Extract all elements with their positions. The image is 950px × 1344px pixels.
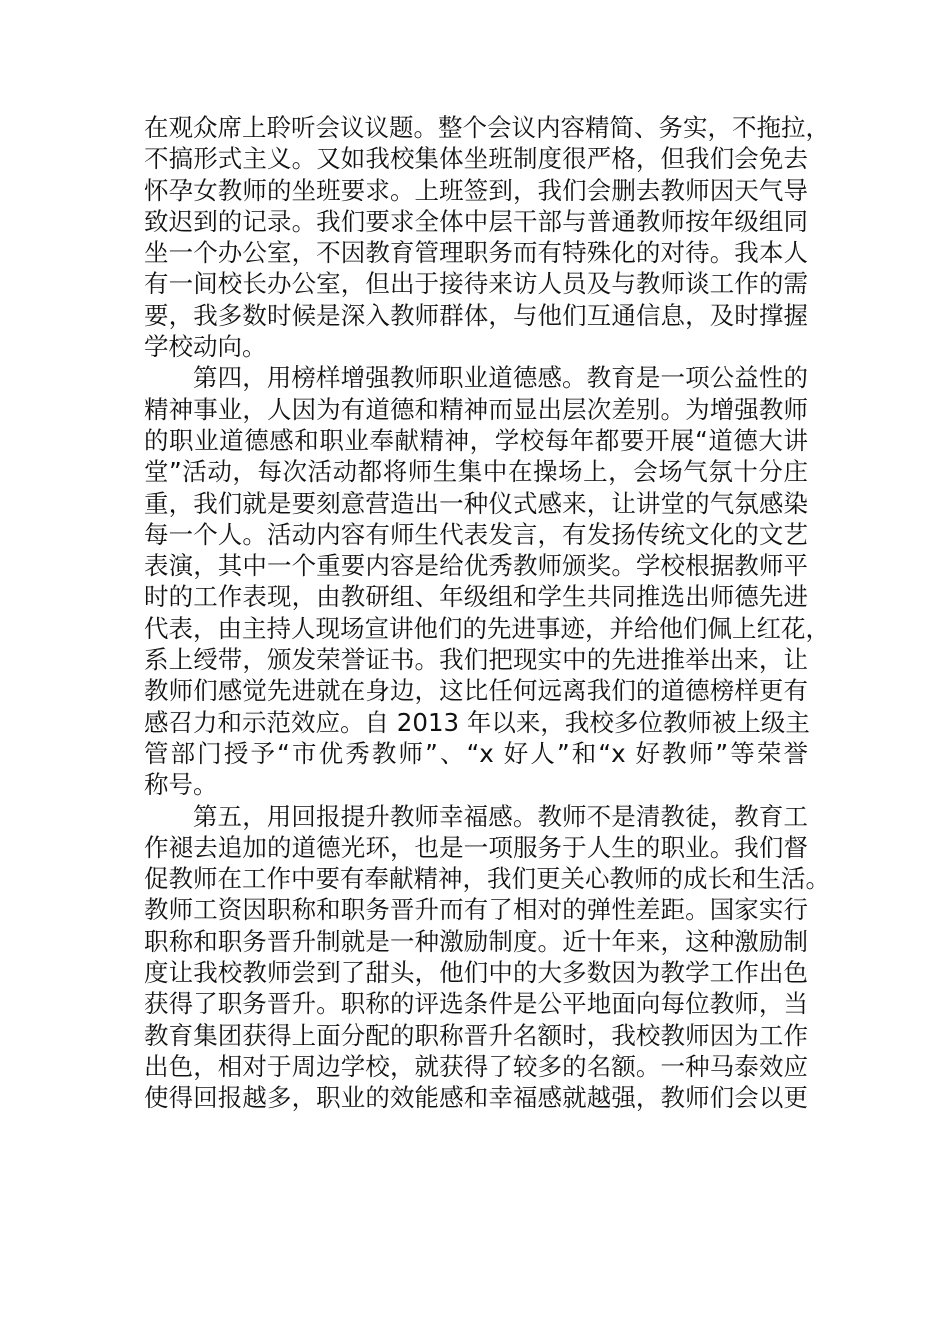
text-line: 致迟到的记录。我们要求全体中层干部与普通教师按年级组同 (144, 206, 808, 236)
text-line: 教育集团获得上面分配的职称晋升名额时，我校教师因为工作 (144, 1020, 808, 1050)
text-line: 有一间校长办公室，但出于接待来访人员及与教师谈工作的需 (144, 269, 808, 299)
text-line: 代表，由主持人现场宣讲他们的先进事迹，并给他们佩上红花， (144, 613, 830, 643)
text-line: 要，我多数时候是深入教师群体，与他们互通信息，及时撑握 (144, 300, 808, 330)
text-line: 作褪去追加的道德光环，也是一项服务于人生的职业。我们督 (144, 832, 808, 862)
body-text (144, 112, 830, 1114)
text-line: 教师工资因职称和职务晋升而有了相对的弹性差距。国家实行 (144, 895, 808, 925)
text-line: 促教师在工作中要有奉献精神，我们更关心教师的成长和生活。 (144, 864, 830, 894)
text-line: 怀孕女教师的坐班要求。上班签到，我们会删去教师因天气导 (144, 175, 808, 205)
text-line: 管部门授予“市优秀教师”、“x 好人”和“x 好教师”等荣誉 (144, 738, 808, 768)
text-line: 重，我们就是要刻意营造出一种仪式感来，让讲堂的气氛感染 (144, 488, 808, 518)
paragraph-start-line: 第五，用回报提升教师幸福感。教师不是清教徒，教育工 (193, 801, 808, 831)
text-line: 时的工作表现，由教研组、年级组和学生共同推选出师德先进 (144, 582, 808, 612)
text-line: 每一个人。活动内容有师生代表发言，有发扬传统文化的文艺 (144, 519, 808, 549)
text-line: 出色，相对于周边学校，就获得了较多的名额。一种马泰效应 (144, 1051, 808, 1081)
text-line: 的职业道德感和职业奉献精神，学校每年都要开展“道德大讲 (144, 425, 808, 455)
text-line: 表演，其中一个重要内容是给优秀教师颁奖。学校根据教师平 (144, 551, 808, 581)
text-line: 堂”活动，每次活动都将师生集中在操场上，会场气氛十分庄 (144, 457, 808, 487)
text-line: 坐一个办公室，不因教育管理职务而有特殊化的对待。我本人 (144, 238, 808, 268)
text-line: 精神事业，人因为有道德和精神而显出层次差别。为增强教师 (144, 394, 808, 424)
text-line: 称号。 (144, 770, 218, 800)
text-line: 使得回报越多，职业的效能感和幸福感就越强，教师们会以更 (144, 1083, 808, 1113)
text-line: 教师们感觉先进就在身边，这比任何远离我们的道德榜样更有 (144, 676, 808, 706)
text-line: 在观众席上聆听会议议题。整个会议内容精简、务实，不拖拉， (144, 113, 830, 142)
text-line: 系上绶带，颁发荣誉证书。我们把现实中的先进推举出来，让 (144, 645, 808, 675)
text-line: 感召力和示范效应。自 2013 年以来，我校多位教师被上级主 (144, 707, 810, 737)
text-line: 获得了职务晋升。职称的评选条件是公平地面向每位教师，当 (144, 989, 808, 1019)
text-line: 学校动向。 (144, 332, 267, 362)
text-line: 职称和职务晋升制就是一种激励制度。近十年来，这种激励制 (144, 926, 808, 956)
text-line: 度让我校教师尝到了甜头，他们中的大多数因为教学工作出色 (144, 958, 808, 988)
paragraph-start-line: 第四，用榜样增强教师职业道德感。教育是一项公益性的 (193, 363, 808, 393)
text-line: 不搞形式主义。又如我校集体坐班制度很严格，但我们会免去 (144, 144, 808, 174)
